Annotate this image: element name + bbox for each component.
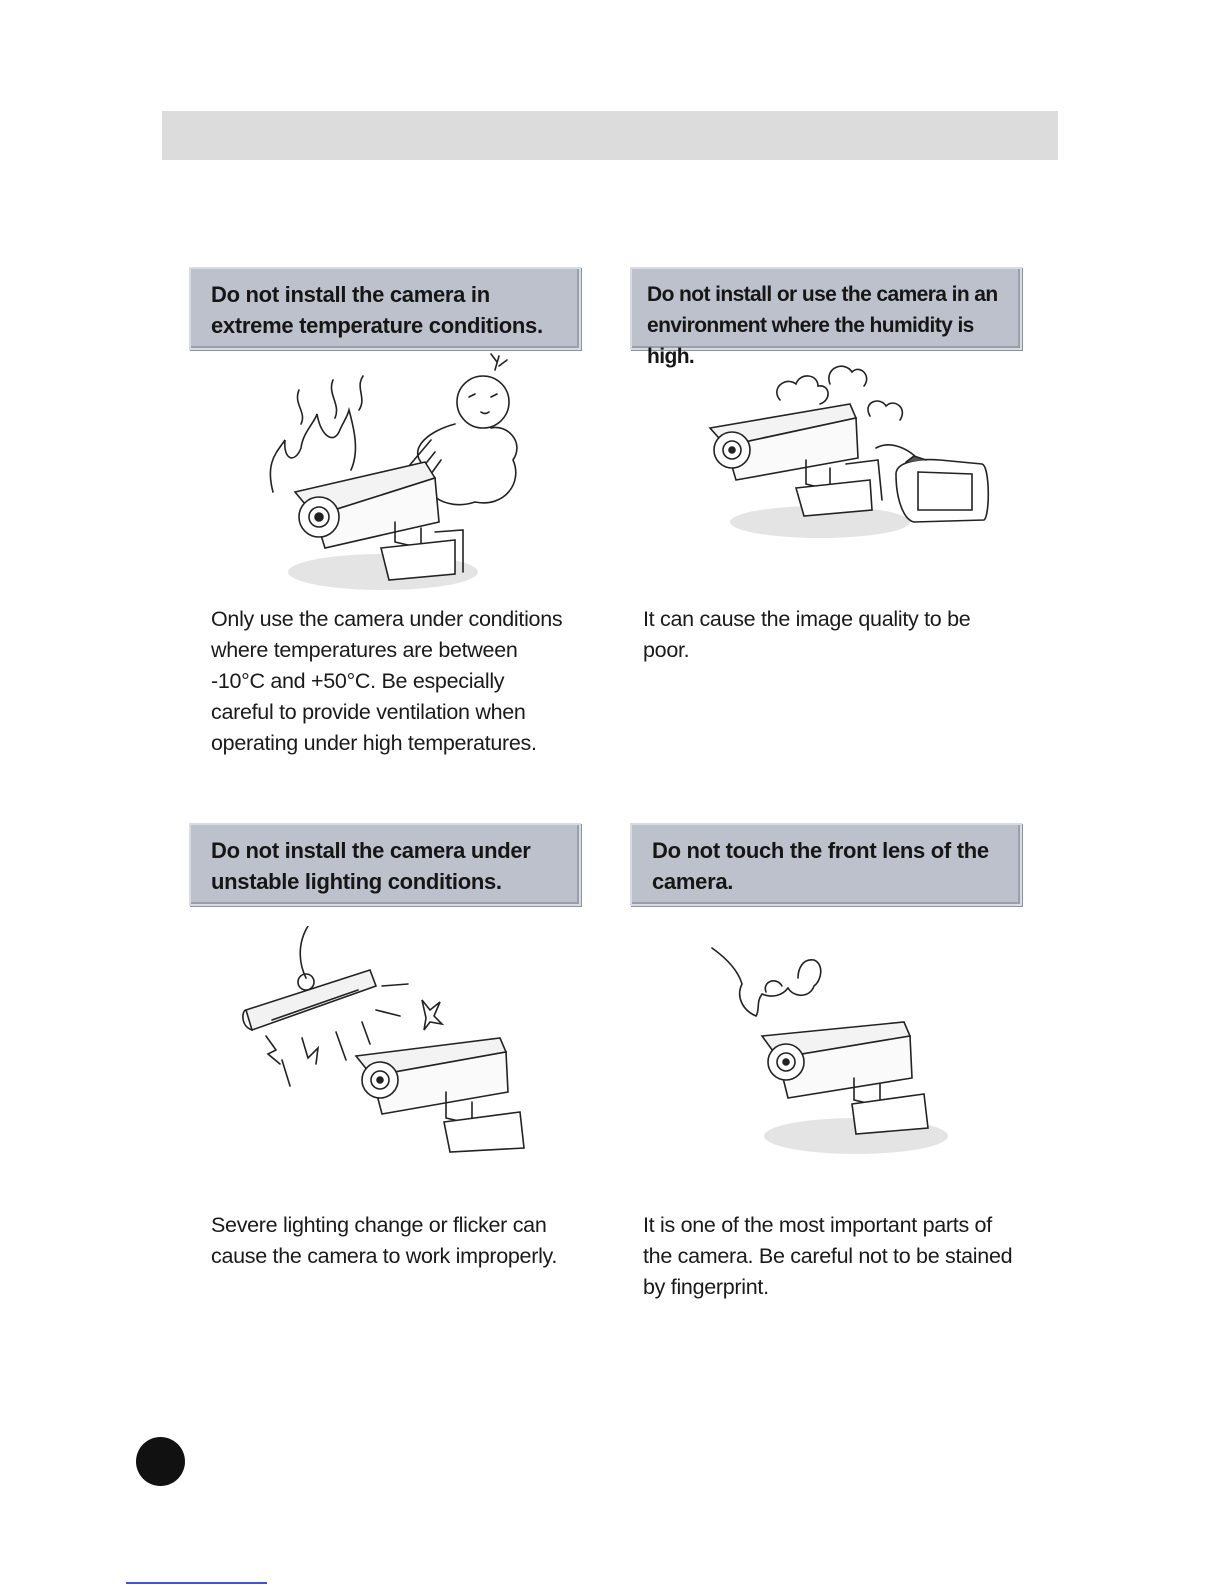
heading-line: Do not touch the front lens of the (652, 838, 989, 863)
warning-heading-lens (630, 823, 1022, 906)
body-line: It is one of the most important parts of (643, 1213, 992, 1237)
heading-line: camera. (652, 869, 734, 894)
warning-body-lens (643, 1210, 1023, 1303)
footer-underline (126, 1582, 267, 1584)
camera-fire-snowman-illustration (255, 352, 535, 597)
heading-line: environment where the humidity is high. (647, 314, 974, 368)
heading-line: unstable lighting conditions. (211, 869, 502, 894)
body-line: operating under high temperatures. (211, 731, 537, 755)
camera-humidifier-steam-illustration (700, 360, 1000, 545)
body-line: the camera. Be careful not to be stained (643, 1244, 1013, 1268)
warning-body-humidity (643, 604, 1023, 666)
heading-line: Do not install or use the camera in an (647, 283, 998, 306)
warning-heading-temperature (189, 267, 581, 350)
body-line: Severe lighting change or flicker can (211, 1213, 547, 1237)
warning-body-lighting (211, 1210, 591, 1272)
body-line: cause the camera to work improperly. (211, 1244, 558, 1268)
page-marker-dot (136, 1437, 185, 1486)
body-line: poor. (643, 638, 690, 662)
camera-flickering-lamp-illustration (236, 926, 536, 1156)
heading-line: Do not install the camera under (211, 838, 531, 863)
body-line: Only use the camera under conditions (211, 607, 563, 631)
camera-hand-touch-illustration (706, 940, 956, 1165)
warning-heading-humidity (630, 267, 1022, 368)
heading-line: Do not install the camera in (211, 282, 490, 307)
body-line: by fingerprint. (643, 1275, 769, 1299)
section-header-bar (162, 111, 1058, 160)
body-line: -10°C and +50°C. Be especially (211, 669, 505, 693)
warning-body-temperature (211, 604, 591, 759)
warning-heading-lighting (189, 823, 581, 906)
body-line: careful to provide ventilation when (211, 700, 526, 724)
heading-line: extreme temperature conditions. (211, 313, 543, 338)
body-line: It can cause the image quality to be (643, 607, 971, 631)
body-line: where temperatures are between (211, 638, 518, 662)
